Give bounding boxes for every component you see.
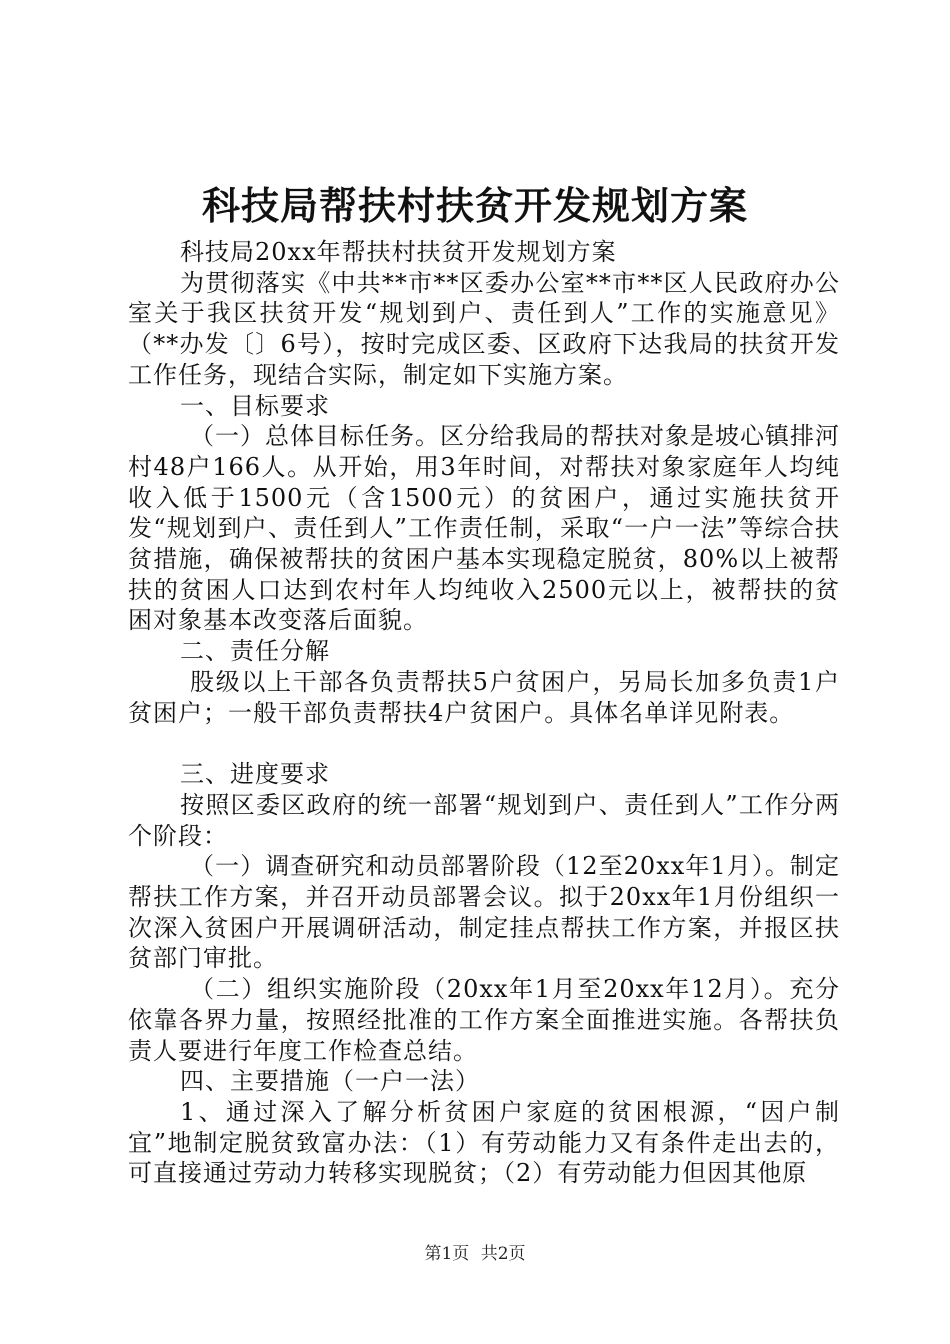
- document-title: 科技局帮扶村扶贫开发规划方案: [201, 183, 748, 228]
- progress-stage-1-paragraph: （一）调查研究和动员部署阶段（12至20xx年1月）。制定帮扶工作方案，并召开动员部署会议。拟于20xx年1月份组织一次深入贫困户开展调研活动，制定挂点帮扶工作方案，并报区扶贫部门审批。: [128, 852, 840, 973]
- page-number: 第1页: [424, 1244, 470, 1264]
- measures-paragraph: 1、通过深入了解分析贫困户家庭的贫困根源，“因户制宜”地制定脱贫致富办法：（1）有劳动能力又有条件走出去的，可直接通过劳动力转移实现脱贫；（2）有劳动能力但因其他原: [128, 1097, 840, 1188]
- page-footer: [0, 1242, 950, 1266]
- progress-stage-2-paragraph: （二）组织实施阶段（20xx年1月至20xx年12月）。充分依靠各界力量，按照经批准的工作方案全面推进实施。各帮扶负责人要进行年度工作检查总结。: [128, 975, 840, 1065]
- section-heading-responsibility: 二、责任分解: [180, 637, 330, 666]
- section-heading-goals: 一、目标要求: [180, 391, 330, 420]
- goals-paragraph: （一）总体目标任务。区分给我局的帮扶对象是坡心镇排河村48户166人。从开始，用3年时间，对帮扶对象家庭年人均纯收入低于1500元（含1500元）的贫困户，通过实施扶贫开发“规划到户、责任到人”工作责任制，采取“一户一法”等综合扶贫措施，确保被帮扶的贫困户基本实现稳定脱贫，80%以上被帮扶的贫困人口达到农村年人均纯收入2500元以上，被帮扶的贫困对象基本改变落后面貌。: [128, 422, 840, 635]
- section-heading-progress: 三、进度要求: [180, 760, 330, 789]
- section-heading-measures: 四、主要措施（一户一法）: [180, 1067, 480, 1096]
- document-body: [128, 237, 840, 1189]
- subtitle-paragraph: 科技局20xx年帮扶村扶贫开发规划方案: [180, 238, 617, 266]
- page-total: 共2页: [480, 1244, 526, 1264]
- intro-paragraph: 为贯彻落实《中共**市**区委办公室**市**区人民政府办公室关于我区扶贫开发“规划到户、责任到人”工作的实施意见》（**办发〔〕6号），按时完成区委、区政府下达我局的扶贫开发工作任务，现结合实际，制定如下实施方案。: [128, 268, 840, 389]
- responsibility-paragraph: 股级以上干部各负责帮扶5户贫困户，另局长加多负责1户贫困户；一般干部负责帮扶4户贫困户。具体名单详见附表。: [128, 667, 840, 727]
- progress-intro-paragraph: 按照区委区政府的统一部署“规划到户、责任到人”工作分两个阶段：: [128, 790, 840, 850]
